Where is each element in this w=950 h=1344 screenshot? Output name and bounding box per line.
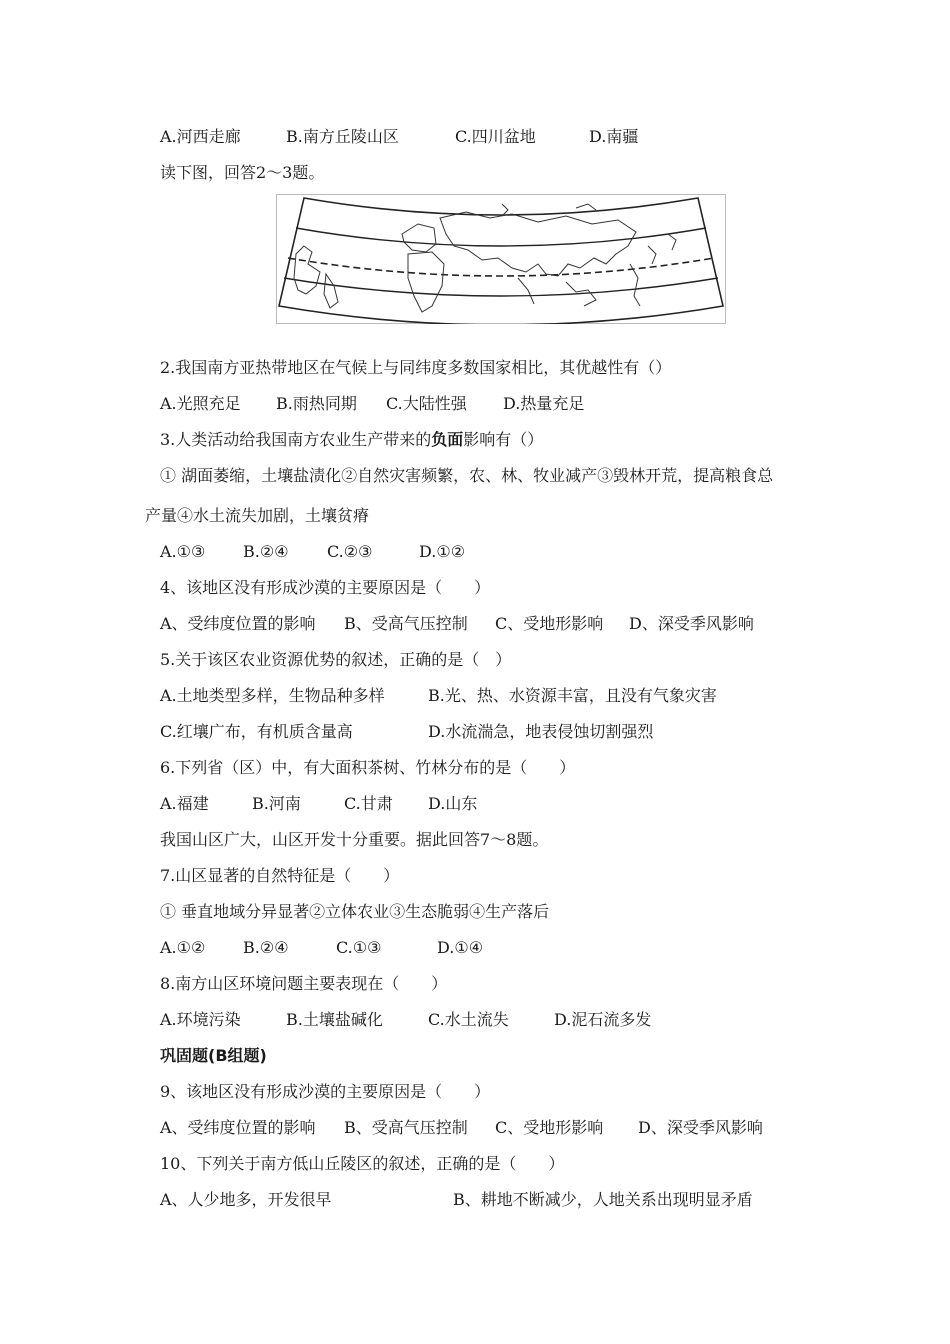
q3-option-c: C.②③ (327, 542, 373, 561)
q7-option-b: B.②④ (243, 938, 289, 957)
q4-option-b: B、受高气压控制 (344, 614, 468, 633)
q7-statements: ① 垂直地域分异显著②立体农业③生态脆弱④生产落后 (160, 902, 550, 921)
q8-stem: 8.南方山区环境问题主要表现在（ ） (160, 974, 448, 993)
section-b-heading: 巩固题(B组题) (160, 1046, 267, 1065)
q2-stem: 2.我国南方亚热带地区在气候上与同纬度多数国家相比，其优越性有（） (160, 358, 672, 377)
q1-option-d: D.南疆 (589, 127, 639, 146)
q9-option-a: A、受纬度位置的影响 (160, 1118, 316, 1137)
q4-option-a: A、受纬度位置的影响 (160, 614, 316, 633)
q3-statements-line2: 产量④水土流失加剧，土壤贫瘠 (145, 506, 370, 525)
q7-stem: 7.山区显著的自然特征是（ ） (160, 866, 400, 885)
q4-stem: 4、该地区没有形成沙漠的主要原因是（ ） (160, 578, 491, 597)
q8-option-b: B.土壤盐碱化 (286, 1010, 383, 1029)
q2-option-b: B.雨热同期 (276, 394, 357, 413)
q8-option-a: A.环境污染 (160, 1010, 241, 1029)
q1-option-c: C.四川盆地 (455, 127, 536, 146)
q2-option-a: A.光照充足 (160, 394, 241, 413)
q6-option-b: B.河南 (252, 794, 301, 813)
q7-option-c: C.①③ (336, 938, 382, 957)
world-map-figure (276, 194, 726, 324)
q6-option-d: D.山东 (428, 794, 478, 813)
q5-option-a: A.土地类型多样，生物品种多样 (160, 686, 385, 705)
q5-stem: 5.关于该区农业资源优势的叙述，正确的是（ ） (160, 650, 512, 669)
q3-statements-line1: ① 湖面萎缩，土壤盐渍化②自然灾害频繁，农、林、牧业减产③毁林开荒，提高粮食总 (160, 466, 774, 485)
intro-2-3: 读下图，回答2～3题。 (160, 163, 325, 182)
q5-option-d: D.水流湍急，地表侵蚀切割强烈 (428, 722, 654, 741)
q6-stem: 6.下列省（区）中，有大面积茶树、竹林分布的是（ ） (160, 758, 576, 777)
q4-option-c: C、受地形影响 (495, 614, 604, 633)
q1-option-a: A.河西走廊 (160, 127, 241, 146)
q7-option-a: A.①② (160, 938, 206, 957)
q9-stem: 9、该地区没有形成沙漠的主要原因是（ ） (160, 1082, 491, 1101)
q3-stem-after: 影响有（） (463, 430, 544, 449)
intro-7-8: 我国山区广大，山区开发十分重要。据此回答7～8题。 (160, 830, 549, 849)
q10-stem: 10、下列关于南方低山丘陵区的叙述，正确的是（ ） (160, 1154, 565, 1173)
q9-option-d: D、深受季风影响 (638, 1118, 763, 1137)
q3-option-a: A.①③ (160, 542, 206, 561)
q1-option-b: B.南方丘陵山区 (286, 127, 399, 146)
q8-option-d: D.泥石流多发 (554, 1010, 652, 1029)
q3-stem-bold: 负面 (431, 430, 464, 449)
q9-option-b: B、受高气压控制 (344, 1118, 468, 1137)
q5-option-b: B.光、热、水资源丰富，且没有气象灾害 (428, 686, 717, 705)
q10-option-b: B、耕地不断减少，人地关系出现明显矛盾 (453, 1190, 753, 1209)
q3-option-b: B.②④ (243, 542, 289, 561)
q3-stem (160, 430, 543, 450)
q3-stem-before: 3.人类活动给我国南方农业生产带来的 (160, 430, 432, 449)
q9-option-c: C、受地形影响 (495, 1118, 604, 1137)
q5-option-c: C.红壤广布，有机质含量高 (160, 722, 353, 741)
q6-option-c: C.甘肃 (344, 794, 393, 813)
q2-option-d: D.热量充足 (503, 394, 585, 413)
q6-option-a: A.福建 (160, 794, 209, 813)
q3-option-d: D.①② (419, 542, 466, 561)
q4-option-d: D、深受季风影响 (629, 614, 754, 633)
q2-option-c: C.大陆性强 (386, 394, 467, 413)
q7-option-d: D.①④ (437, 938, 484, 957)
q10-option-a: A、人少地多，开发很早 (160, 1190, 332, 1209)
q8-option-c: C.水土流失 (428, 1010, 509, 1029)
